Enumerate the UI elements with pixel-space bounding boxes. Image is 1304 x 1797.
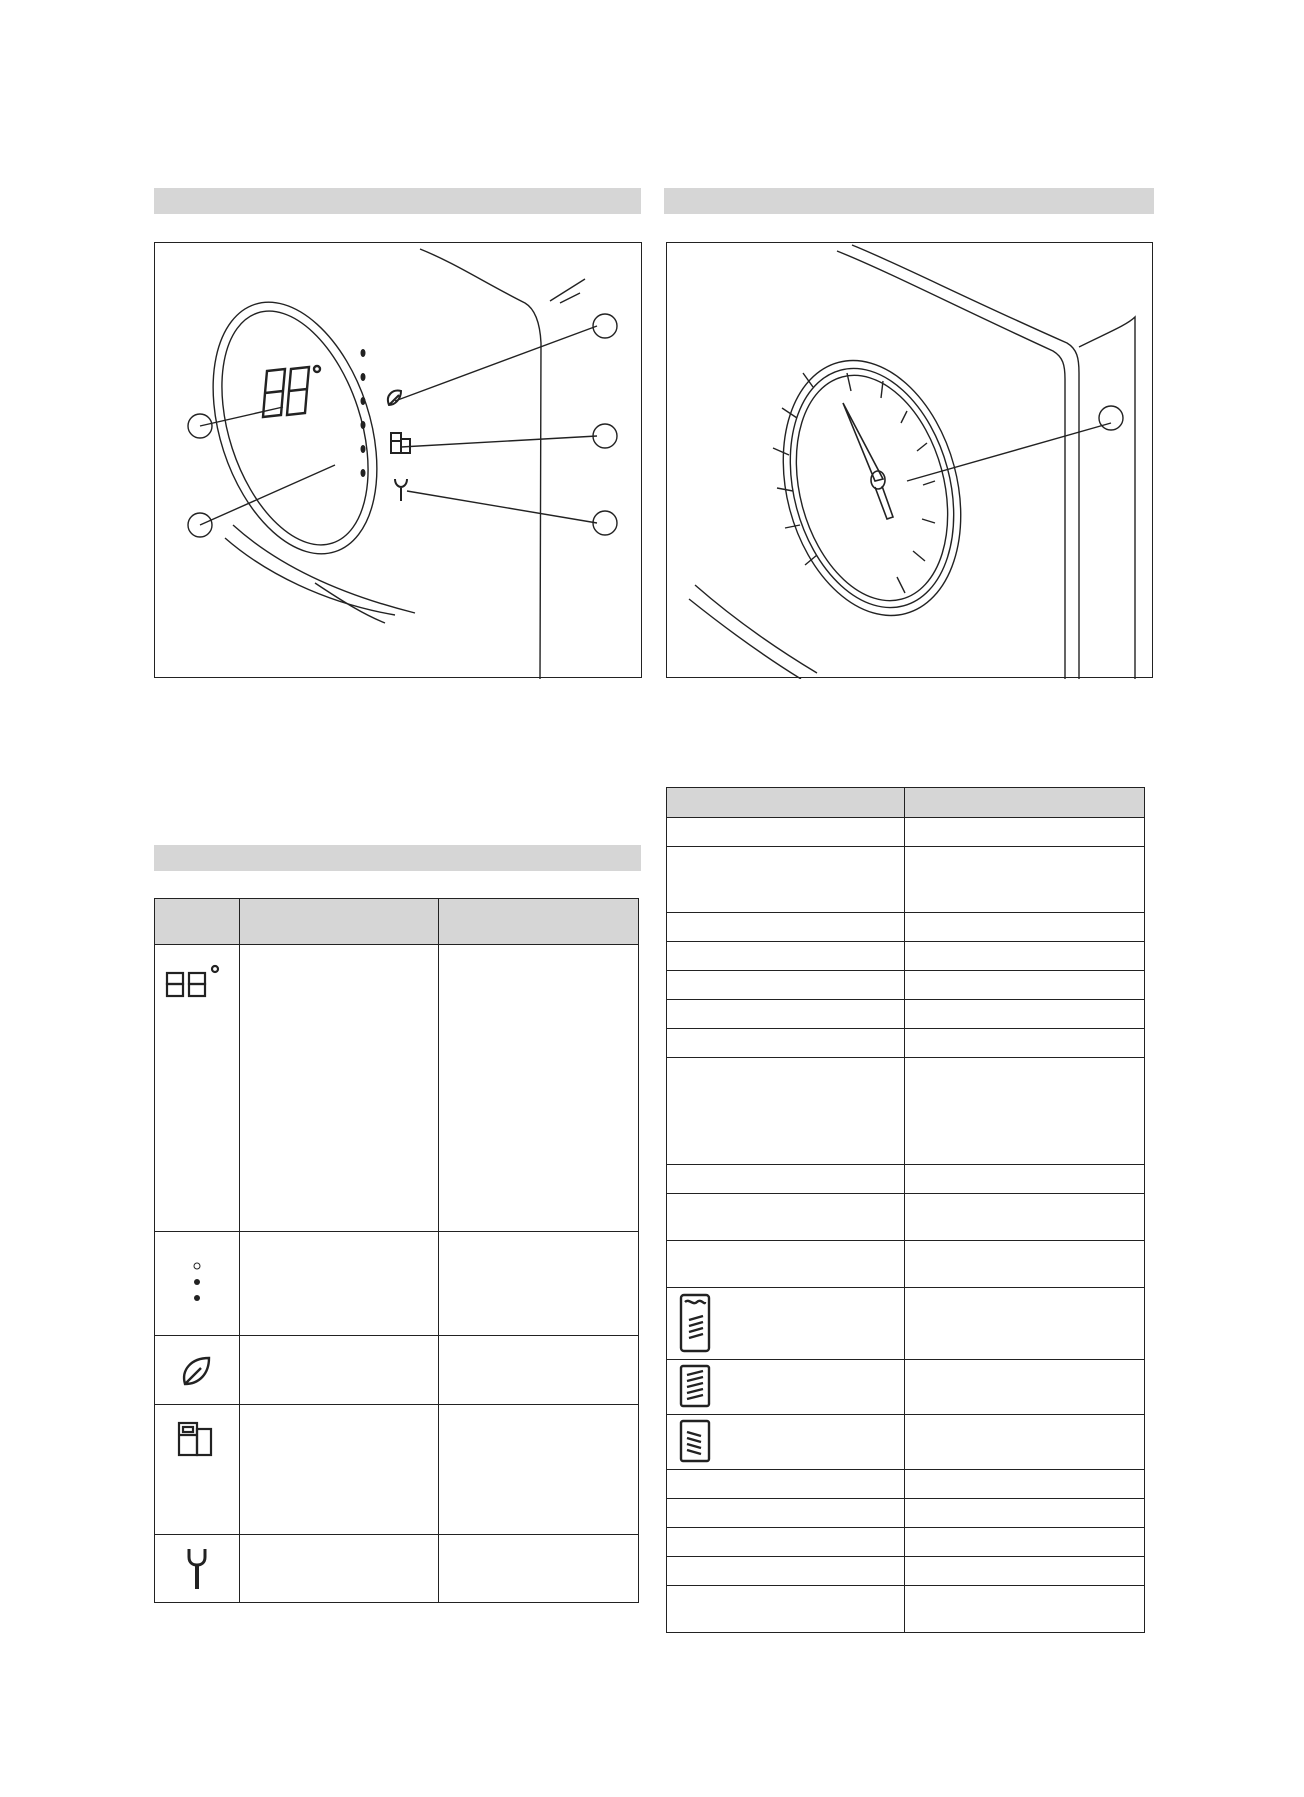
table-row — [667, 1000, 1145, 1029]
parameter-value-cell — [905, 1194, 1145, 1241]
parameter-table-header-1 — [667, 788, 905, 818]
eco-leaf-icon — [177, 1350, 217, 1390]
parameter-value-cell — [905, 942, 1145, 971]
section-bar-top-right — [664, 188, 1154, 214]
parameter-name-cell — [667, 1470, 905, 1499]
symbol-table-header-1 — [155, 899, 240, 945]
parameter-name-cell — [667, 1288, 905, 1360]
table-row — [155, 1535, 639, 1603]
table-row — [155, 1336, 639, 1405]
parameter-name-cell — [667, 1029, 905, 1058]
symbol-cell — [155, 1336, 240, 1405]
parameter-value-cell — [905, 1000, 1145, 1029]
seven-segment-88-degree-icon — [165, 963, 225, 1003]
symbol-table-header-2 — [240, 899, 439, 945]
table-row — [667, 1470, 1145, 1499]
figure-gauge-panel — [666, 242, 1153, 678]
parameter-name-cell — [667, 1058, 905, 1165]
parameter-name-cell — [667, 1000, 905, 1029]
symbol-cell — [155, 945, 240, 1232]
table-row — [667, 942, 1145, 971]
gauge-needle — [843, 403, 893, 519]
table-row — [667, 1557, 1145, 1586]
parameter-value-cell — [905, 1470, 1145, 1499]
parameter-value-cell — [905, 971, 1145, 1000]
tank-storage-icon — [675, 1292, 715, 1354]
table-row — [155, 945, 639, 1232]
parameter-value-cell — [905, 1241, 1145, 1288]
table-row — [667, 1241, 1145, 1288]
parameter-table — [666, 787, 1145, 1633]
parameter-value-cell — [905, 1415, 1145, 1470]
wrench-icon — [182, 1545, 212, 1593]
section-bar-top-left — [154, 188, 641, 214]
table-row — [155, 1405, 639, 1535]
symbol-table-header-3 — [439, 899, 639, 945]
gauge-illustration — [667, 243, 1154, 679]
parameter-value-cell — [905, 1586, 1145, 1633]
status-dots-icon — [187, 1258, 207, 1308]
parameter-value-cell — [905, 913, 1145, 942]
window-panel-icon — [175, 1419, 219, 1459]
symbol-table-header-row — [155, 899, 639, 945]
parameter-name-cell — [667, 818, 905, 847]
heating-coil-icon — [675, 1418, 715, 1464]
parameter-name-cell — [667, 1241, 905, 1288]
parameter-name-cell — [667, 1586, 905, 1633]
parameter-value-cell — [905, 818, 1145, 847]
table-row — [667, 1528, 1145, 1557]
table-row — [667, 1415, 1145, 1470]
parameter-table-header-2 — [905, 788, 1145, 818]
parameter-name-cell — [667, 913, 905, 942]
symbol-cell — [155, 1232, 240, 1336]
table-row — [667, 847, 1145, 913]
parameter-name-cell — [667, 1165, 905, 1194]
parameter-name-cell — [667, 1194, 905, 1241]
table-row — [667, 1029, 1145, 1058]
parameter-name-cell — [667, 847, 905, 913]
parameter-name-cell — [667, 1528, 905, 1557]
symbol-desc-cell — [240, 1405, 439, 1535]
table-row — [667, 1586, 1145, 1633]
parameter-name-cell — [667, 942, 905, 971]
parameter-value-cell — [905, 1058, 1145, 1165]
symbol-detail-cell — [439, 1336, 639, 1405]
parameter-name-cell — [667, 1557, 905, 1586]
symbol-table — [154, 898, 639, 1603]
symbol-detail-cell — [439, 1232, 639, 1336]
symbol-cell — [155, 1535, 240, 1603]
table-row — [667, 1165, 1145, 1194]
table-row — [667, 1288, 1145, 1360]
table-row — [667, 1360, 1145, 1415]
parameter-value-cell — [905, 1029, 1145, 1058]
parameter-value-cell — [905, 1528, 1145, 1557]
display-panel-illustration — [155, 243, 643, 679]
symbol-desc-cell — [240, 1535, 439, 1603]
parameter-name-cell — [667, 1499, 905, 1528]
parameter-value-cell — [905, 1165, 1145, 1194]
parameter-table-header-row — [667, 788, 1145, 818]
parameter-value-cell — [905, 1499, 1145, 1528]
table-row — [155, 1232, 639, 1336]
table-row — [667, 971, 1145, 1000]
parameter-value-cell — [905, 1557, 1145, 1586]
figure-display-panel — [154, 242, 642, 678]
section-bar-mid-left — [154, 845, 641, 871]
symbol-detail-cell — [439, 945, 639, 1232]
parameter-name-cell — [667, 1360, 905, 1415]
heating-coil-icon — [675, 1363, 715, 1409]
parameter-name-cell — [667, 971, 905, 1000]
parameter-value-cell — [905, 847, 1145, 913]
table-row — [667, 1058, 1145, 1165]
symbol-desc-cell — [240, 1232, 439, 1336]
table-row — [667, 1499, 1145, 1528]
table-row — [667, 818, 1145, 847]
symbol-detail-cell — [439, 1535, 639, 1603]
symbol-desc-cell — [240, 1336, 439, 1405]
parameter-name-cell — [667, 1415, 905, 1470]
symbol-cell — [155, 1405, 240, 1535]
symbol-detail-cell — [439, 1405, 639, 1535]
parameter-value-cell — [905, 1360, 1145, 1415]
symbol-desc-cell — [240, 945, 439, 1232]
table-row — [667, 1194, 1145, 1241]
table-row — [667, 913, 1145, 942]
parameter-value-cell — [905, 1288, 1145, 1360]
